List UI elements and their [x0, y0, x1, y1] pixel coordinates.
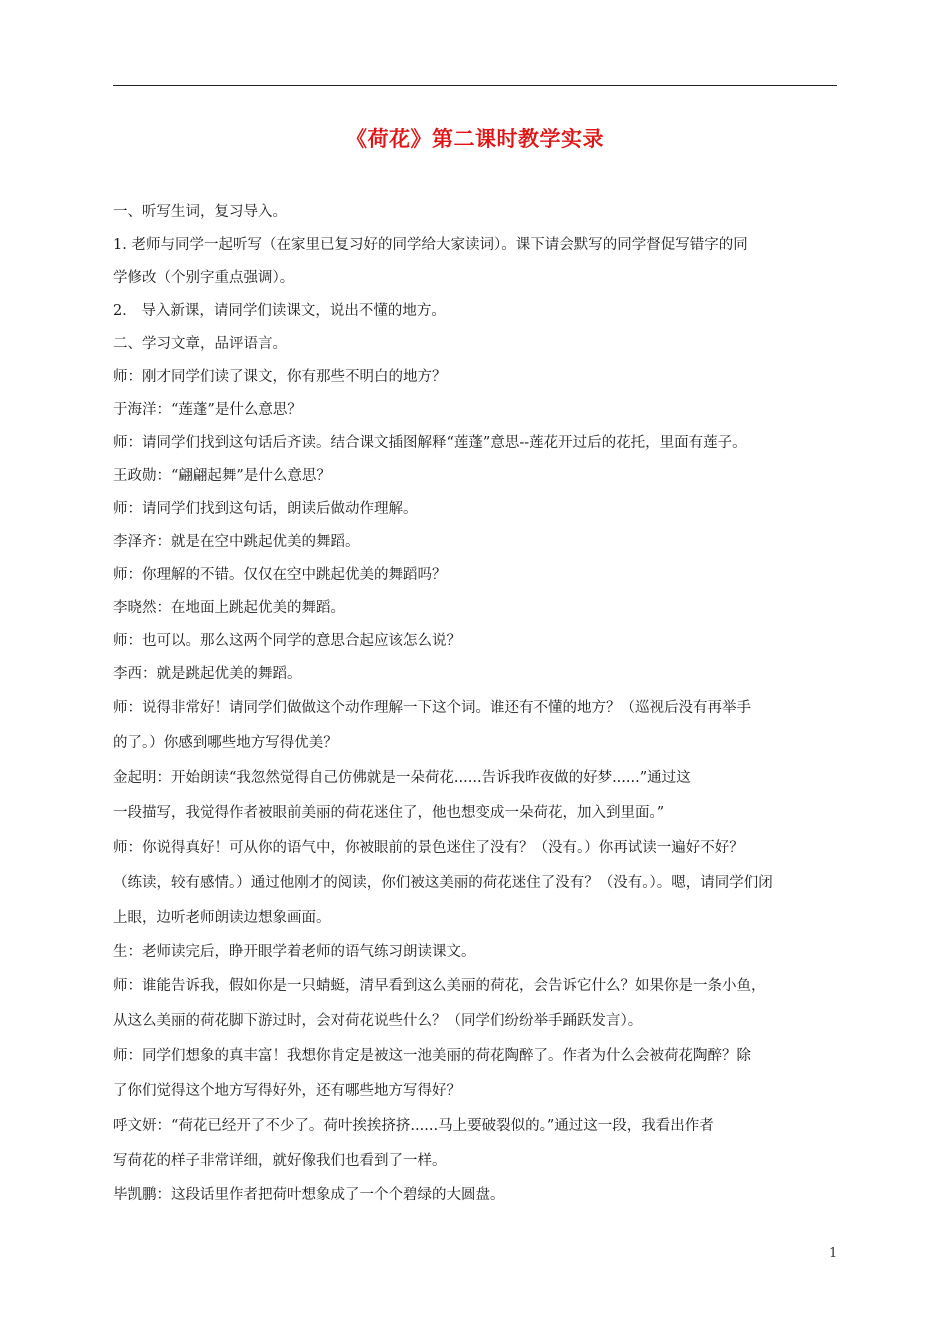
dialogue-line: 于海洋：“莲蓬”是什么意思？ [113, 402, 302, 418]
document-title: 《荷花》第二课时教学实录 [346, 126, 604, 151]
dialogue-line: 写荷花的样子非常详细，就好像我们也看到了一样。 [113, 1153, 447, 1169]
dialogue-line: 毕凯鹏：这段话里作者把荷叶想象成了一个个碧绿的大圆盘。 [113, 1187, 505, 1203]
dialogue-line: 师：说得非常好！请同学们做做这个动作理解一下这个词。谁还有不懂的地方？（巡视后没有再举手 [113, 700, 751, 716]
dialogue-line: 从这么美丽的荷花脚下游过时，会对荷花说些什么？（同学们纷纷举手踊跃发言）。 [113, 1013, 643, 1029]
paragraph-line: 学修改（个别字重点强调）。 [113, 270, 295, 286]
dialogue-line: 师：请同学们找到这句话后齐读。结合课文插图解释“莲蓬”意思--莲花开过后的花托，里面有莲子。 [113, 435, 747, 451]
dialogue-line: 师：同学们想象的真丰富！我想你肯定是被这一池美丽的荷花陶醉了。作者为什么会被荷花陶醉？除 [113, 1048, 751, 1064]
dialogue-line: 师：请同学们找到这句话，朗读后做动作理解。 [113, 501, 418, 517]
dialogue-line: 了你们觉得这个地方写得好外，还有哪些地方写得好？ [113, 1083, 461, 1099]
dialogue-line: 的了。）你感到哪些地方写得优美？ [113, 735, 338, 751]
dialogue-line: 呼文妍：“荷花已经开了不少了。荷叶挨挨挤挤......马上要破裂似的。”通过这一段，我看出作者 [113, 1118, 714, 1134]
section-heading-2: 二、学习文章，品评语言。 [113, 336, 287, 352]
section-heading-1: 一、听写生词，复习导入。 [113, 204, 287, 220]
dialogue-line: 师：你理解的不错。仅仅在空中跳起优美的舞蹈吗？ [113, 567, 447, 583]
dialogue-line: 上眼，边听老师朗读边想象画面。 [113, 910, 331, 926]
paragraph-line: 1. 老师与同学一起听写（在家里已复习好的同学给大家读词）。课下请会默写的同学督促写错字的同 [113, 237, 748, 253]
dialogue-line: （练读，较有感情。）通过他刚才的阅读，你们被这美丽的荷花迷住了没有？（没有。）。嗯，请同学们闭 [113, 875, 773, 891]
dialogue-line: 金起明：开始朗读“我忽然觉得自己仿佛就是一朵荷花......告诉我昨夜做的好梦......”通过这 [113, 770, 691, 786]
page-number: 1 [829, 1246, 838, 1261]
dialogue-line: 李泽齐：就是在空中跳起优美的舞蹈。 [113, 534, 360, 550]
dialogue-line: 生：老师读完后，睁开眼学着老师的语气练习朗读课文。 [113, 944, 476, 960]
dialogue-line: 师：也可以。那么这两个同学的意思合起应该怎么说？ [113, 633, 461, 649]
dialogue-line: 师：你说得真好！可从你的语气中，你被眼前的景色迷住了没有？（没有。）你再试读一遍好不好？ [113, 840, 744, 856]
dialogue-line: 李西：就是跳起优美的舞蹈。 [113, 666, 302, 682]
document-body [113, 196, 843, 1212]
dialogue-line: 一段描写，我觉得作者被眼前美丽的荷花迷住了，他也想变成一朵荷花，加入到里面。” [113, 805, 665, 821]
dialogue-line: 师：刚才同学们读了课文，你有那些不明白的地方？ [113, 369, 447, 385]
dialogue-line: 师：谁能告诉我，假如你是一只蜻蜓，清早看到这么美丽的荷花，会告诉它什么？如果你是一条小鱼， [113, 978, 766, 994]
header-rule [113, 85, 837, 86]
dialogue-line: 李晓然：在地面上跳起优美的舞蹈。 [113, 600, 345, 616]
paragraph-line: 2． 导入新课，请同学们读课文，说出不懂的地方。 [113, 303, 446, 319]
dialogue-line: 王政勋：“翩翩起舞”是什么意思？ [113, 468, 331, 484]
